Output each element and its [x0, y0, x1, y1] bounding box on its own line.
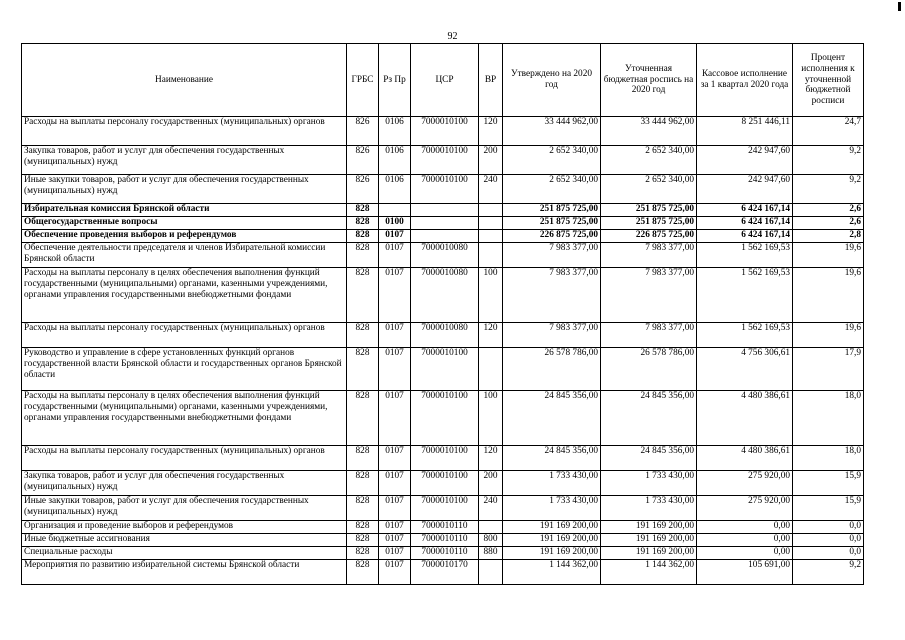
cell-grbs: 828 — [347, 471, 379, 496]
table-row — [22, 534, 864, 547]
cell-approved: 24 845 356,00 — [503, 391, 601, 446]
cell-vr — [479, 560, 503, 585]
cell-vr: 120 — [479, 446, 503, 471]
cell-rzpr: 0107 — [379, 547, 411, 560]
cell-percent: 2,8 — [793, 230, 864, 243]
cell-csr: 7000010110 — [411, 534, 479, 547]
cell-refined: 191 169 200,00 — [601, 547, 697, 560]
cell-grbs: 828 — [347, 391, 379, 446]
cell-approved: 1 144 362,00 — [503, 560, 601, 585]
header-grbs: ГРБС — [347, 44, 379, 117]
cell-percent: 0,0 — [793, 547, 864, 560]
cell-approved: 33 444 962,00 — [503, 117, 601, 146]
cell-rzpr: 0107 — [379, 230, 411, 243]
cell-percent: 2,6 — [793, 217, 864, 230]
cell-name: Специальные расходы — [22, 547, 347, 560]
header-refined: Уточненная бюджетная роспись на 2020 год — [601, 44, 697, 117]
cell-csr — [411, 217, 479, 230]
cell-cash: 0,00 — [697, 521, 793, 534]
cell-csr: 7000010100 — [411, 175, 479, 204]
cell-refined: 2 652 340,00 — [601, 146, 697, 175]
cell-cash: 0,00 — [697, 547, 793, 560]
cell-cash: 1 562 169,53 — [697, 243, 793, 268]
cell-csr: 7000010100 — [411, 446, 479, 471]
cell-refined: 191 169 200,00 — [601, 534, 697, 547]
cell-grbs: 828 — [347, 534, 379, 547]
cell-approved: 2 652 340,00 — [503, 175, 601, 204]
cell-percent: 19,6 — [793, 243, 864, 268]
cell-grbs: 828 — [347, 547, 379, 560]
cell-approved: 7 983 377,00 — [503, 268, 601, 323]
cell-csr: 7000010110 — [411, 547, 479, 560]
cell-cash: 1 562 169,53 — [697, 323, 793, 348]
cell-percent: 9,2 — [793, 146, 864, 175]
cell-grbs: 828 — [347, 243, 379, 268]
cell-percent: 19,6 — [793, 268, 864, 323]
cell-name: Общегосударственные вопросы — [22, 217, 347, 230]
cell-rzpr: 0107 — [379, 534, 411, 547]
header-vr: ВР — [479, 44, 503, 117]
cell-rzpr: 0107 — [379, 471, 411, 496]
cell-refined: 1 733 430,00 — [601, 496, 697, 521]
table-row — [22, 117, 864, 146]
cell-cash: 242 947,60 — [697, 175, 793, 204]
cell-vr: 120 — [479, 323, 503, 348]
table-row — [22, 268, 864, 323]
cell-grbs: 828 — [347, 217, 379, 230]
page-number: 92 — [447, 31, 458, 42]
cell-refined: 226 875 725,00 — [601, 230, 697, 243]
cell-grbs: 828 — [347, 268, 379, 323]
cell-grbs: 826 — [347, 146, 379, 175]
cell-approved: 191 169 200,00 — [503, 547, 601, 560]
cell-name: Расходы на выплаты персоналу государственных (муниципальных) органов — [22, 446, 347, 471]
cell-grbs: 828 — [347, 204, 379, 217]
header-name: Наименование — [22, 44, 347, 117]
cell-name: Расходы на выплаты персоналу государственных (муниципальных) органов — [22, 117, 347, 146]
table-row — [22, 496, 864, 521]
cell-approved: 7 983 377,00 — [503, 243, 601, 268]
cell-rzpr: 0107 — [379, 521, 411, 534]
cell-name: Закупка товаров, работ и услуг для обеспечения государственных (муниципальных) нужд — [22, 471, 347, 496]
cell-percent: 9,2 — [793, 175, 864, 204]
cell-vr: 200 — [479, 471, 503, 496]
cell-csr: 7000010110 — [411, 521, 479, 534]
cell-name: Мероприятия по развитию избирательной системы Брянской области — [22, 560, 347, 585]
cell-name: Иные закупки товаров, работ и услуг для обеспечения государственных (муниципальных) нужд — [22, 175, 347, 204]
cell-vr — [479, 230, 503, 243]
table-row — [22, 323, 864, 348]
cell-approved: 251 875 725,00 — [503, 217, 601, 230]
cell-csr: 7000010100 — [411, 348, 479, 391]
cell-percent: 15,9 — [793, 471, 864, 496]
scan-edge-mark — [898, 2, 901, 11]
header-approved: Утверждено на 2020 год — [503, 44, 601, 117]
cell-percent: 0,0 — [793, 534, 864, 547]
cell-percent: 0,0 — [793, 521, 864, 534]
cell-grbs: 828 — [347, 348, 379, 391]
header-cash: Кассовое исполнение за 1 квартал 2020 года — [697, 44, 793, 117]
table-row — [22, 391, 864, 446]
cell-grbs: 826 — [347, 175, 379, 204]
cell-rzpr: 0107 — [379, 496, 411, 521]
cell-refined: 26 578 786,00 — [601, 348, 697, 391]
cell-grbs: 828 — [347, 230, 379, 243]
cell-approved: 7 983 377,00 — [503, 323, 601, 348]
cell-name: Расходы на выплаты персоналу государственных (муниципальных) органов — [22, 323, 347, 348]
cell-refined: 7 983 377,00 — [601, 268, 697, 323]
cell-name: Руководство и управление в сфере установленных функций органов государственной власти Брянской области и государственных органов Брянской области — [22, 348, 347, 391]
cell-csr: 7000010100 — [411, 496, 479, 521]
table-row — [22, 547, 864, 560]
cell-approved: 2 652 340,00 — [503, 146, 601, 175]
cell-csr: 7000010100 — [411, 391, 479, 446]
cell-vr: 240 — [479, 496, 503, 521]
cell-rzpr: 0107 — [379, 446, 411, 471]
cell-percent: 24,7 — [793, 117, 864, 146]
cell-approved: 191 169 200,00 — [503, 534, 601, 547]
cell-rzpr: 0106 — [379, 146, 411, 175]
cell-grbs: 828 — [347, 560, 379, 585]
cell-csr: 7000010100 — [411, 471, 479, 496]
table-row — [22, 348, 864, 391]
cell-approved: 226 875 725,00 — [503, 230, 601, 243]
cell-rzpr: 0107 — [379, 560, 411, 585]
cell-percent: 17,9 — [793, 348, 864, 391]
cell-csr — [411, 230, 479, 243]
cell-vr — [479, 204, 503, 217]
cell-refined: 191 169 200,00 — [601, 521, 697, 534]
cell-vr — [479, 348, 503, 391]
cell-cash: 1 562 169,53 — [697, 268, 793, 323]
table-row — [22, 204, 864, 217]
cell-percent: 18,0 — [793, 391, 864, 446]
cell-csr: 7000010170 — [411, 560, 479, 585]
cell-name: Расходы на выплаты персоналу в целях обеспечения выполнения функций государственными (муниципальными) органами, казенными учреждениями, органами управления государственными внебюджетными фондами — [22, 391, 347, 446]
cell-vr: 120 — [479, 117, 503, 146]
cell-vr — [479, 243, 503, 268]
cell-name: Иные закупки товаров, работ и услуг для обеспечения государственных (муниципальных) нужд — [22, 496, 347, 521]
cell-grbs: 828 — [347, 521, 379, 534]
cell-grbs: 828 — [347, 446, 379, 471]
cell-refined: 7 983 377,00 — [601, 243, 697, 268]
cell-percent: 19,6 — [793, 323, 864, 348]
cell-approved: 1 733 430,00 — [503, 471, 601, 496]
cell-refined: 33 444 962,00 — [601, 117, 697, 146]
cell-cash: 0,00 — [697, 534, 793, 547]
table-row — [22, 217, 864, 230]
header-percent: Процент исполнения к уточненной бюджетной росписи — [793, 44, 864, 117]
cell-cash: 6 424 167,14 — [697, 204, 793, 217]
cell-vr: 100 — [479, 391, 503, 446]
cell-refined: 251 875 725,00 — [601, 217, 697, 230]
table-header-row — [22, 44, 864, 117]
cell-approved: 251 875 725,00 — [503, 204, 601, 217]
cell-vr: 100 — [479, 268, 503, 323]
table-row — [22, 243, 864, 268]
cell-percent: 18,0 — [793, 446, 864, 471]
cell-refined: 24 845 356,00 — [601, 391, 697, 446]
header-rzpr: Рз Пр — [379, 44, 411, 117]
header-csr: ЦСР — [411, 44, 479, 117]
cell-name: Расходы на выплаты персоналу в целях обеспечения выполнения функций государственными (муниципальными) органами, казенными учреждениями, органами управления государственными внебюджетными фондами — [22, 268, 347, 323]
cell-rzpr — [379, 204, 411, 217]
cell-csr — [411, 204, 479, 217]
cell-vr — [479, 217, 503, 230]
cell-approved: 26 578 786,00 — [503, 348, 601, 391]
cell-cash: 6 424 167,14 — [697, 217, 793, 230]
cell-name: Иные бюджетные ассигнования — [22, 534, 347, 547]
cell-percent: 9,2 — [793, 560, 864, 585]
cell-cash: 4 480 386,61 — [697, 391, 793, 446]
cell-grbs: 828 — [347, 323, 379, 348]
cell-name: Обеспечение деятельности председателя и членов Избирательной комиссии Брянской области — [22, 243, 347, 268]
cell-cash: 4 756 306,61 — [697, 348, 793, 391]
cell-approved: 191 169 200,00 — [503, 521, 601, 534]
cell-rzpr: 0107 — [379, 268, 411, 323]
cell-cash: 8 251 446,11 — [697, 117, 793, 146]
cell-percent: 15,9 — [793, 496, 864, 521]
table-row — [22, 446, 864, 471]
cell-csr: 7000010100 — [411, 117, 479, 146]
cell-vr — [479, 521, 503, 534]
cell-refined: 251 875 725,00 — [601, 204, 697, 217]
cell-cash: 4 480 386,61 — [697, 446, 793, 471]
cell-cash: 275 920,00 — [697, 496, 793, 521]
table-row — [22, 230, 864, 243]
cell-rzpr: 0106 — [379, 175, 411, 204]
cell-approved: 24 845 356,00 — [503, 446, 601, 471]
cell-refined: 2 652 340,00 — [601, 175, 697, 204]
cell-vr: 800 — [479, 534, 503, 547]
cell-cash: 242 947,60 — [697, 146, 793, 175]
cell-refined: 1 733 430,00 — [601, 471, 697, 496]
cell-csr: 7000010080 — [411, 323, 479, 348]
cell-name: Обеспечение проведения выборов и референдумов — [22, 230, 347, 243]
cell-rzpr: 0100 — [379, 217, 411, 230]
cell-vr: 200 — [479, 146, 503, 175]
cell-csr: 7000010080 — [411, 268, 479, 323]
cell-rzpr: 0107 — [379, 323, 411, 348]
cell-rzpr: 0107 — [379, 243, 411, 268]
cell-name: Организация и проведение выборов и референдумов — [22, 521, 347, 534]
cell-vr: 240 — [479, 175, 503, 204]
cell-cash: 275 920,00 — [697, 471, 793, 496]
table-row — [22, 521, 864, 534]
table-row — [22, 560, 864, 585]
cell-rzpr: 0106 — [379, 117, 411, 146]
budget-table — [21, 43, 864, 585]
cell-vr: 880 — [479, 547, 503, 560]
cell-approved: 1 733 430,00 — [503, 496, 601, 521]
cell-percent: 2,6 — [793, 204, 864, 217]
cell-grbs: 826 — [347, 117, 379, 146]
cell-csr: 7000010100 — [411, 146, 479, 175]
cell-cash: 6 424 167,14 — [697, 230, 793, 243]
cell-name: Закупка товаров, работ и услуг для обеспечения государственных (муниципальных) нужд — [22, 146, 347, 175]
table-row — [22, 471, 864, 496]
table-row — [22, 146, 864, 175]
table-row — [22, 175, 864, 204]
cell-csr: 7000010080 — [411, 243, 479, 268]
cell-rzpr: 0107 — [379, 348, 411, 391]
cell-name: Избирательная комиссия Брянской области — [22, 204, 347, 217]
cell-grbs: 828 — [347, 496, 379, 521]
cell-refined: 7 983 377,00 — [601, 323, 697, 348]
cell-refined: 24 845 356,00 — [601, 446, 697, 471]
cell-refined: 1 144 362,00 — [601, 560, 697, 585]
cell-cash: 105 691,00 — [697, 560, 793, 585]
cell-rzpr: 0107 — [379, 391, 411, 446]
